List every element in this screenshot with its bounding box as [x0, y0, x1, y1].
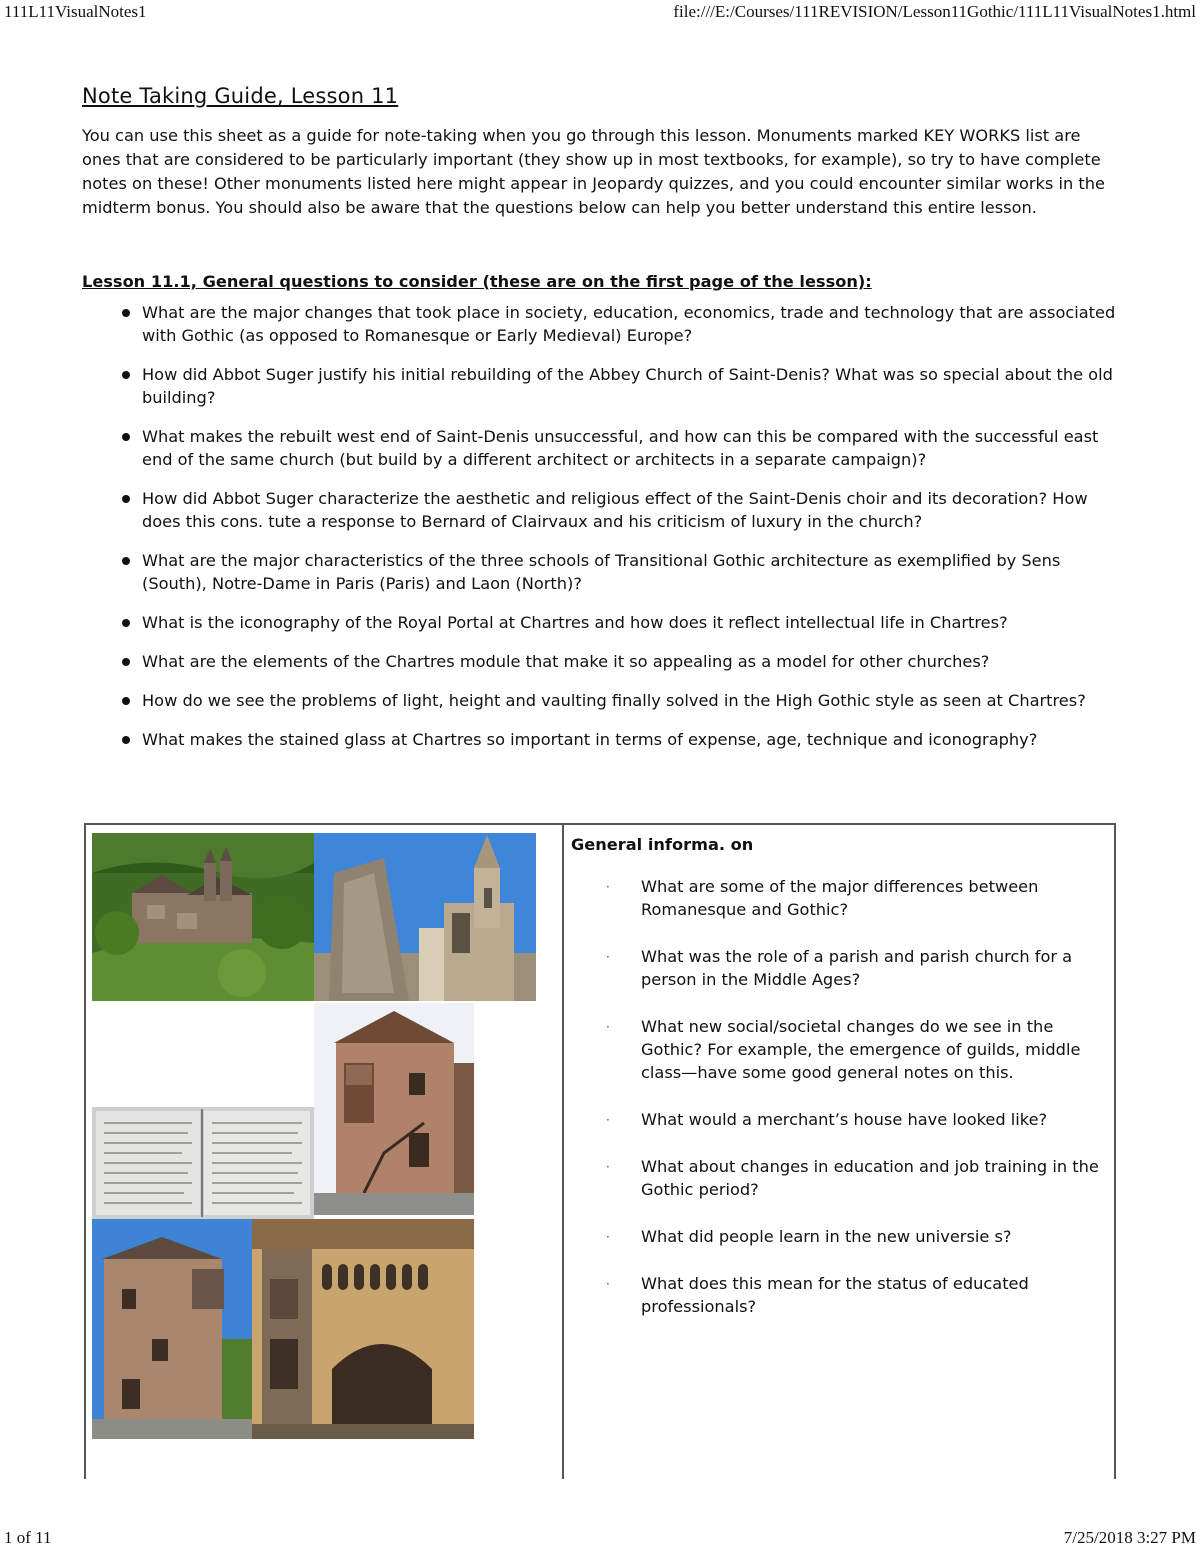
question-item — [82, 611, 1122, 634]
small-dot-icon: · — [606, 880, 610, 894]
bullet-icon — [122, 495, 130, 503]
page-count: 1 of 11 — [4, 1528, 52, 1547]
info-question-item — [566, 945, 1114, 991]
small-dot-icon: · — [606, 1113, 610, 1127]
question-text: What are the major characteristics of the three schools of Transitional Gothic architecture as exemplified by Sens (South), Notre-Dame in Paris (Paris) and Laon (North)? — [142, 551, 1061, 593]
small-dot-icon: · — [606, 1277, 610, 1291]
general-information-list — [566, 875, 1114, 1342]
small-dot-icon: · — [606, 1160, 610, 1174]
stone-house-photo — [92, 1219, 252, 1439]
small-dot-icon: · — [606, 1020, 610, 1034]
merchant-house-photo — [314, 1003, 474, 1215]
bullet-icon — [122, 619, 130, 627]
question-text: What are the elements of the Chartres module that make it so appealing as a model for other churches? — [142, 652, 990, 671]
bullet-icon — [122, 736, 130, 744]
bullet-icon — [122, 309, 130, 317]
question-text: How did Abbot Suger justify his initial rebuilding of the Abbey Church of Saint-Denis? What was so special about the old building? — [142, 365, 1113, 407]
arcaded-facade-photo — [252, 1219, 474, 1439]
document-body — [82, 84, 1122, 767]
intro-paragraph: You can use this sheet as a guide for note-taking when you go through this lesson. Monuments marked KEY WORKS list are ones that are considered to be particularly important (they show up in most textbooks, for example), so try to have complete notes on these! Other monuments listed here might appear in Jeopardy quizzes, and you could encounter similar works in the midterm bonus. You should also be aware that the questions below can help you better understand this entire lesson. — [82, 126, 1105, 217]
saint-denis-tower-photo — [314, 833, 536, 1001]
info-question-item — [566, 1108, 1114, 1131]
bullet-icon — [122, 658, 130, 666]
question-text: What is the iconography of the Royal Portal at Chartres and how does it reflect intellectual life in Chartres? — [142, 613, 1008, 632]
question-item — [82, 301, 1122, 347]
question-item — [82, 363, 1122, 409]
info-question-text: What would a merchant’s house have looked like? — [641, 1110, 1048, 1129]
general-information-heading: General informa. on — [571, 835, 754, 854]
bullet-icon — [122, 697, 130, 705]
info-question-item — [566, 1015, 1114, 1084]
info-question-text: What are some of the major differences between Romanesque and Gothic? — [641, 877, 1039, 919]
question-item — [82, 549, 1122, 595]
bullet-icon — [122, 557, 130, 565]
bullet-icon — [122, 433, 130, 441]
small-dot-icon: · — [606, 1230, 610, 1244]
info-question-text: What new social/societal changes do we see in the Gothic? For example, the emergence of guilds, middle class—have some good general notes on this. — [641, 1017, 1081, 1082]
info-question-text: What did people learn in the new universie s? — [641, 1227, 1012, 1246]
image-cell — [86, 825, 564, 1479]
question-text: What makes the stained glass at Chartres so important in terms of expense, age, technique and iconography? — [142, 730, 1038, 749]
question-item — [82, 650, 1122, 673]
print-header — [0, 2, 1200, 30]
print-footer — [0, 1528, 1200, 1556]
print-header-title: 111L11VisualNotes1 — [4, 2, 147, 21]
section-heading: Lesson 11.1, General questions to consider (these are on the first page of the lesson): — [82, 272, 872, 291]
page-title: Note Taking Guide, Lesson 11 — [82, 84, 399, 108]
info-question-text: What was the role of a parish and parish church for a person in the Middle Ages? — [641, 947, 1073, 989]
info-question-item — [566, 1225, 1114, 1248]
question-item — [82, 728, 1122, 751]
small-dot-icon: · — [606, 950, 610, 964]
question-text: How do we see the problems of light, height and vaulting finally solved in the High Gothic style as seen at Chartres? — [142, 691, 1086, 710]
print-header-url: file:///E:/Courses/111REVISION/Lesson11Gothic/111L11VisualNotes1.html — [673, 2, 1196, 21]
question-text: What are the major changes that took place in society, education, economics, trade and technology that are associated with Gothic (as opposed to Romanesque or Early Medieval) Europe? — [142, 303, 1116, 345]
info-question-item — [566, 1272, 1114, 1318]
question-item — [82, 689, 1122, 712]
info-question-item — [566, 1155, 1114, 1201]
village-landscape-photo — [92, 833, 314, 1001]
question-text: What makes the rebuilt west end of Saint-Denis unsuccessful, and how can this be compared with the successful east end of the same church (but build by a different architect or architects in a separate campaign)? — [142, 427, 1099, 469]
info-question-item — [566, 875, 1114, 921]
print-timestamp: 7/25/2018 3:27 PM — [1063, 1528, 1196, 1547]
manuscript-photo — [92, 1107, 314, 1219]
general-information-table — [84, 823, 1116, 1479]
bullet-icon — [122, 371, 130, 379]
question-item — [82, 487, 1122, 533]
question-item — [82, 425, 1122, 471]
info-question-text: What about changes in education and job training in the Gothic period? — [641, 1157, 1099, 1199]
question-text: How did Abbot Suger characterize the aesthetic and religious effect of the Saint-Denis choir and its decoration? How does this cons. tute a response to Bernard of Clairvaux and his criticism of luxury in the church? — [142, 489, 1088, 531]
general-information-cell — [566, 825, 1114, 1479]
info-question-text: What does this mean for the status of educated professionals? — [641, 1274, 1029, 1316]
question-list — [82, 301, 1122, 751]
